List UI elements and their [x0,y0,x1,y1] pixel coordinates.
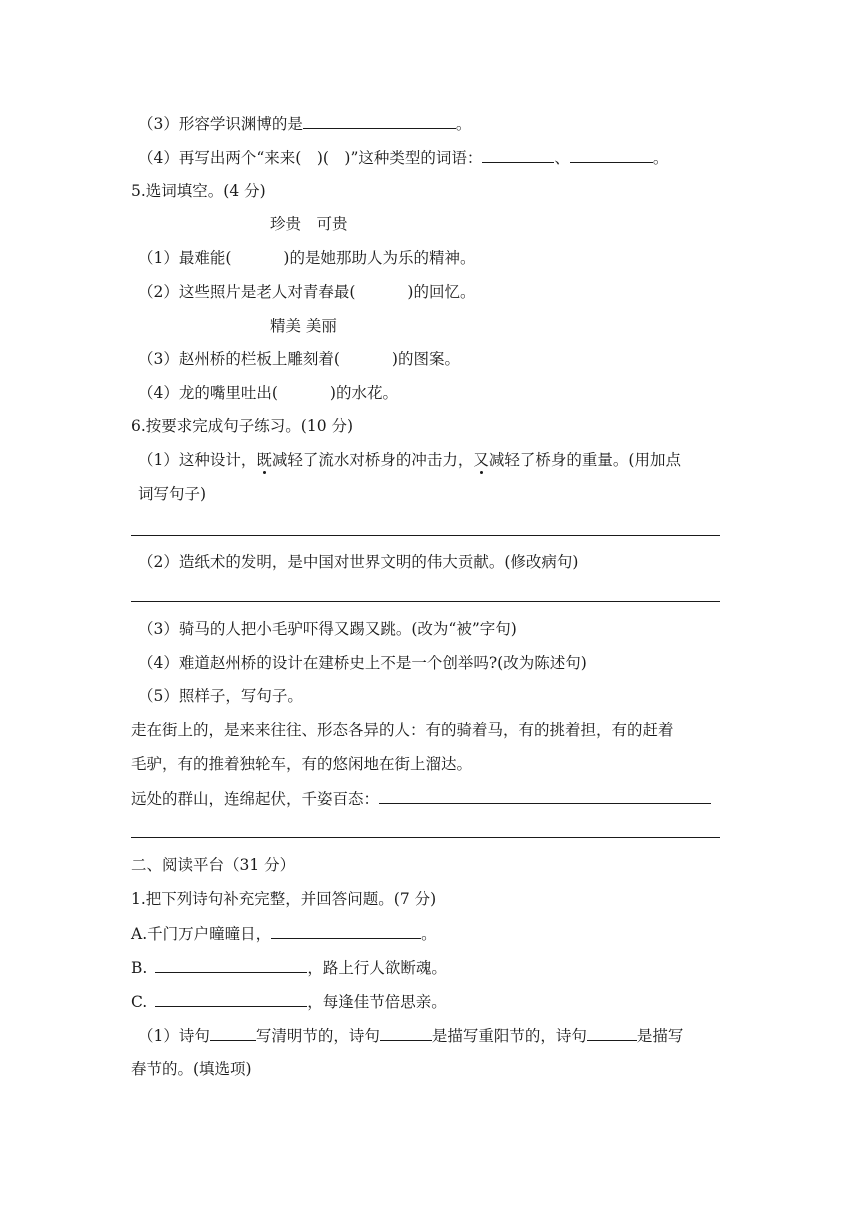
q6-sentence-3: （3）骑马的人把小毛驴吓得又踢又跳。(改为“被”字句) [138,620,517,638]
emphasis-dot-char: 又 [473,451,489,469]
poem-line-a: A.千门万户曈曈日， 。 [131,925,437,943]
answer-blank[interactable] [587,1025,637,1041]
imitation-prompt: 远处的群山，连绵起伏，千姿百态： [131,788,711,809]
q5-sentence-4: （4）龙的嘴里吐出( )的水花。 [138,384,398,402]
answer-blank[interactable] [379,788,711,804]
q5-sentence-2: （2）这些照片是老人对青春最( )的回忆。 [138,283,476,301]
poem-line-c: C. ，每逢佳节倍思亲。 [131,993,447,1011]
answer-blank[interactable] [155,991,307,1007]
q5-sentence-1: （1）最难能( )的是她那助人为乐的精神。 [138,249,476,267]
word-choices-1: 珍贵 可贵 [270,215,348,233]
q4-line-3: （3）形容学识渊博的是 。 [138,115,472,133]
part2-sub-question-1-cont: 春节的。(填选项) [131,1060,252,1078]
answer-line[interactable] [131,601,720,602]
q6-sentence-4: （4）难道赵州桥的设计在建桥史上不是一个创举吗?(改为陈述句) [138,654,587,672]
q6-sentence-1: （1）这种设计，既减轻了流水对桥身的冲击力，又减轻了桥身的重量。(用加点 [138,451,681,469]
answer-blank[interactable] [570,147,653,163]
part2-sub-question-1: （1）诗句 写清明节的，诗句 是描写重阳节的，诗句 是描写 [138,1027,684,1045]
section-title: 二、阅读平台（31 分） [131,856,296,874]
answer-blank[interactable] [210,1025,256,1041]
q4-line-4: （4）再写出两个“来来( )( )”这种类型的词语： 、 。 [138,149,669,167]
q4-line-3-text: （3）形容学识渊博的是 [138,115,303,133]
q5-title: 5.选词填空。(4 分) [131,182,266,200]
answer-blank[interactable] [271,923,421,939]
answer-blank[interactable] [155,957,307,973]
answer-line[interactable] [131,535,720,536]
example-line-2: 毛驴，有的推着独轮车，有的悠闲地在街上溜达。 [131,755,473,773]
q6-sentence-1-cont: 词写句子) [138,485,207,503]
answer-blank[interactable] [380,1025,432,1041]
word-choices-2: 精美 美丽 [270,317,337,335]
answer-line[interactable] [131,837,720,838]
example-line-1: 走在街上的，是来来往往、形态各异的人：有的骑着马，有的挑着担，有的赶着 [131,721,674,739]
answer-blank[interactable] [303,113,456,129]
q6-title: 6.按要求完成句子练习。(10 分) [131,417,354,435]
poem-line-b: B. ，路上行人欲断魂。 [131,959,447,977]
q5-sentence-3: （3）赵州桥的栏板上雕刻着( )的图案。 [138,350,460,368]
q6-sentence-2: （2）造纸术的发明，是中国对世界文明的伟大贡献。(修改病句) [138,553,579,571]
emphasis-dot-char: 既 [256,451,272,469]
part2-q1-title: 1.把下列诗句补充完整，并回答问题。(7 分) [131,890,437,908]
answer-blank[interactable] [482,147,554,163]
q6-sentence-5: （5）照样子，写句子。 [138,687,303,705]
q4-line-4-text: （4）再写出两个“来来( )( )”这种类型的词语： [138,149,483,167]
